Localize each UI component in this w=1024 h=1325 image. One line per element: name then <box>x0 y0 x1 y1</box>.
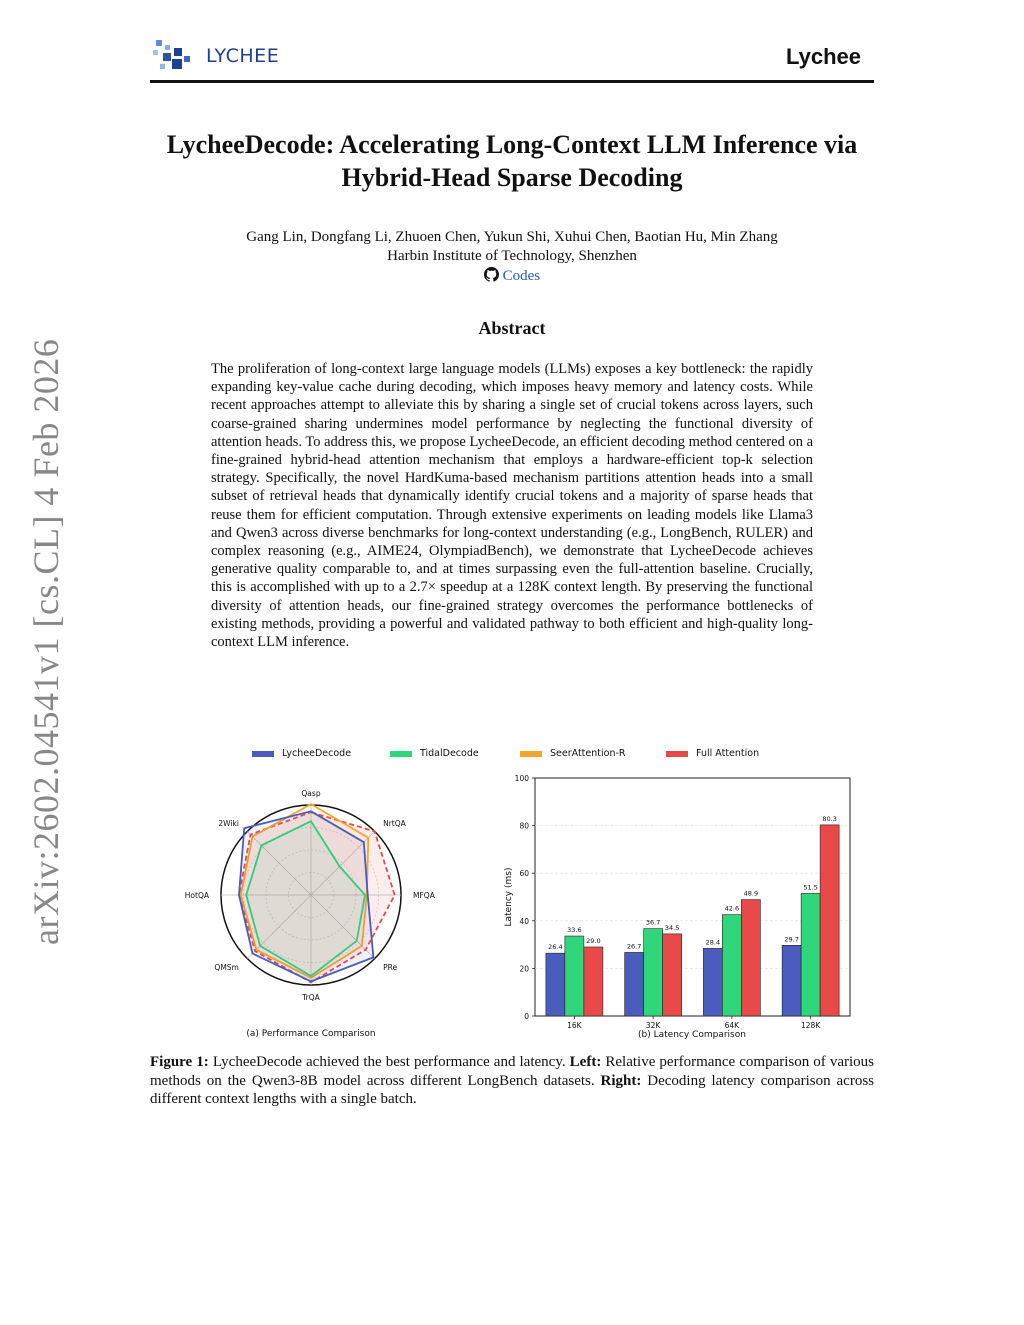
bar-tidaldecode <box>801 893 820 1016</box>
bar-full-attention <box>820 825 839 1016</box>
y-axis-label: Latency (ms) <box>504 867 514 927</box>
caption-left-label: Left: <box>569 1054 602 1070</box>
affiliation: Harbin Institute of Technology, Shenzhen <box>387 248 637 264</box>
radar-axis-label: MFQA <box>413 891 435 900</box>
lychee-logo-icon <box>150 36 200 76</box>
bar-value-label: 80.3 <box>822 814 837 823</box>
codes-link[interactable]: Codes <box>502 268 541 284</box>
legend-label: LycheeDecode <box>282 748 352 759</box>
right-sublabel: (b) Latency Comparison <box>638 1030 746 1040</box>
radar-series <box>239 804 398 982</box>
x-tick-label: 32K <box>645 1021 661 1030</box>
left-sublabel: (a) Performance Comparison <box>246 1029 376 1039</box>
radar-axis-label: QMSm <box>214 963 239 973</box>
logo-text: LYCHEE <box>206 45 280 67</box>
bar-value-label: 28.4 <box>705 938 721 947</box>
y-tick-label: 80 <box>519 821 529 831</box>
legend-item-tidal <box>390 748 479 759</box>
bar-tidaldecode <box>722 915 741 1016</box>
caption-text: Decoding latency comparison across different context lengths with a single batch. <box>150 1072 874 1107</box>
lychee-logo <box>150 36 279 76</box>
legend-label: SeerAttention-R <box>550 748 626 759</box>
legend-item-full <box>666 748 759 759</box>
caption-label: Figure 1: <box>150 1054 209 1070</box>
bar-value-label: 34.5 <box>664 923 680 932</box>
bar-full-attention <box>663 934 682 1016</box>
author-block <box>150 228 874 266</box>
y-tick-label: 60 <box>519 869 529 879</box>
legend-swatch-full <box>666 751 688 757</box>
radar-axis-label: TrQA <box>302 993 320 1002</box>
radar-axis-label: NrtQA <box>383 818 406 828</box>
bar-tidaldecode <box>644 929 663 1016</box>
radar-axis-label: 2Wiki <box>218 818 239 828</box>
bar-lycheedecode <box>782 945 801 1016</box>
bar-value-label: 51.5 <box>803 883 818 892</box>
bar-value-label: 42.6 <box>724 904 740 913</box>
x-tick-label: 16K <box>567 1021 582 1030</box>
legend-item-seer <box>520 748 626 759</box>
header-brand: Lychee <box>785 44 861 69</box>
radar-axis-label: HotQA <box>184 891 209 900</box>
radar-chart <box>165 760 465 1042</box>
bar-full-attention <box>584 947 603 1016</box>
legend-swatch-tidal <box>390 751 412 757</box>
bar-tidaldecode <box>565 936 584 1016</box>
bar-value-label: 29.7 <box>784 935 799 944</box>
legend-item-lychee <box>252 748 351 759</box>
bar-lycheedecode <box>546 953 565 1016</box>
radar-axis-label: Qasp <box>301 789 321 798</box>
abstract-heading: Abstract <box>478 318 546 338</box>
codes-row <box>150 267 874 285</box>
authors: Gang Lin, Dongfang Li, Zhuoen Chen, Yukun Shi, Xuhui Chen, Baotian Hu, Min Zhang <box>246 229 778 245</box>
legend-label: TidalDecode <box>420 748 479 759</box>
arxiv-stamp: arXiv:2602.04541v1 [cs.CL] 4 Feb 2026 <box>26 338 66 945</box>
legend-swatch-lychee <box>252 751 274 757</box>
github-icon <box>484 267 499 282</box>
y-tick-label: 100 <box>514 774 529 783</box>
x-tick-label: 128K <box>801 1021 821 1030</box>
caption-right-label: Right: <box>600 1072 642 1089</box>
header-rule <box>150 80 874 83</box>
x-tick-label: 64K <box>724 1021 740 1030</box>
y-tick-label: 20 <box>519 964 529 974</box>
bar-lycheedecode <box>703 948 722 1016</box>
caption-text: Relative performance comparison of various methods on the Qwen3-8B model across different LongBench datasets. <box>150 1054 875 1089</box>
bar-value-label: 36.7 <box>645 918 661 927</box>
radar-axis-label: PRe <box>383 963 398 973</box>
bar-value-label: 26.7 <box>626 942 642 951</box>
radar-series-lycheedecode <box>239 811 373 981</box>
bar-value-label: 29.0 <box>586 936 601 945</box>
bar-value-label: 26.4 <box>548 943 563 952</box>
legend-swatch-seer <box>520 751 542 757</box>
abstract-text: The proliferation of long-context large language models (LLMs) exposes a key bottleneck: the rapidly expanding key-value cache during decoding, which imposes heavy memory and latency costs. While recent approaches attempt to alleviate this by sharing a single set of crucial tokens across layers, such coarse-grained sharing undermines model performance by neglecting the functional diversity of attention heads. To address this, we propose LycheeDecode, an efficient decoding method centered on a fine-grained hybrid-head attention mechanism that employs a hardware-efficient top-k selection strategy. Specifically, the novel HardKuma-based mechanism partitions attention heads into a small subset of retrieval heads that dynamically identify crucial tokens and a majority of sparse heads that reuse them for efficient computation. Through extensive experiments on leading models like Llama3 and Qwen3 across diverse benchmarks for long-context understanding (e.g., LongBench, RULER) and complex reasoning (e.g., AIME24, OlympiadBench), we demonstrate that LycheeDecode achieves generative quality comparable to, and at times surpassing even the full-attention baseline. Crucially, this is accomplished with up to a 2.7× speedup at a 128K context length. By preserving the functional diversity of attention heads, our fine-grained strategy overcomes the performance bottlenecks of existing methods, providing a powerful and validated pathway to both efficient and high-quality long-context LLM inference. <box>211 361 814 651</box>
caption-text: LycheeDecode achieved the best performance and latency. <box>212 1054 566 1070</box>
legend-label: Full Attention <box>696 748 760 759</box>
paper-title: LycheeDecode: Accelerating Long-Context LLM Inference via Hybrid-Head Sparse Decoding <box>166 130 858 192</box>
bar-full-attention <box>741 900 760 1016</box>
latency-bar-chart <box>495 768 865 1042</box>
y-tick-label: 0 <box>524 1012 529 1021</box>
bar-lycheedecode <box>625 952 644 1016</box>
bar-marks <box>546 815 839 1016</box>
y-tick-label: 40 <box>519 916 529 926</box>
bar-value-label: 48.9 <box>743 889 759 898</box>
figure-caption <box>150 1053 874 1109</box>
bar-value-label: 33.6 <box>567 926 582 935</box>
